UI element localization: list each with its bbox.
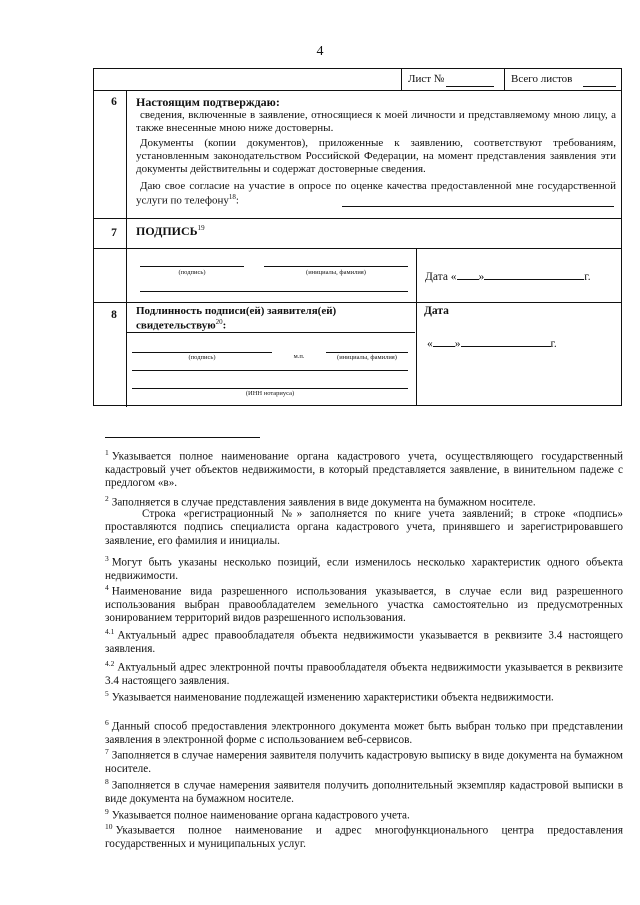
section-8-title: Подлинность подписи(ей) заявителя(ей) свидетельствую$^{20}$: bbox=[136, 305, 337, 332]
footnote-10: $^{10}$ Указывается полное наименование и адрес многофункционального центра предоставления государственных и муниципальных услуг. bbox=[105, 822, 623, 851]
footnote-8: $^8$ Заполняется в случае намерения заявителя получить дополнительный экземпляр кадастровой выписки в виде документа на бумажном носителе. bbox=[105, 777, 623, 806]
notary-inn-caption: (ИНН нотариуса) bbox=[245, 390, 295, 397]
section-6-paragraph-3: Даю свое согласие на участие в опросе по оценке качества предоставленной мне государственной услуги по телефону$^{18}$: bbox=[136, 180, 616, 207]
signature-caption: (подпись) bbox=[178, 269, 206, 276]
total-sheets-label: Всего листов bbox=[511, 73, 573, 85]
section-8-date: « » г. bbox=[427, 338, 557, 350]
footnote-2-continued: Строка «регистрационный №» заполняется по книге учета заявлений; в строке «подпись» проставляются подпись специалиста органа кадастрового учета, принявшего и зарегистрировавшего заявление, его фамилия и инициалы. bbox=[105, 508, 623, 547]
footnote-separator bbox=[105, 437, 260, 438]
stamp-caption: м.п. bbox=[293, 353, 305, 360]
footnote-4-2: $^{4.2}$ Актуальный адрес электронной почты правообладателя объекта недвижимости указывается в реквизите 3.4 настоящего заявления. bbox=[105, 659, 623, 688]
section-6-paragraph-2: Документы (копии документов), приложенные к заявлению, соответствуют требованиям, установленным законодательством Российской Федерации, на момент представления заявления эти документы действительны и содержат достоверные сведения. bbox=[136, 137, 616, 176]
notary-initials-caption: (инициалы, фамилия) bbox=[337, 354, 397, 361]
section-6-number: 6 bbox=[111, 96, 117, 108]
footnote-7: $^7$ Заполняется в случае намерения заявителя получить кадастровую выписку в виде документа на бумажном носителе. bbox=[105, 747, 623, 776]
section-7-title: ПОДПИСЬ$^{19}$ bbox=[136, 224, 205, 238]
sheet-number-label: Лист № bbox=[408, 73, 445, 85]
footnote-6: $^6$ Данный способ предоставления электронного документа может быть выбран только при представлении заявления в электронной форме с использованием веб-сервисов. bbox=[105, 718, 623, 747]
page-number: 4 bbox=[316, 44, 324, 59]
section-6-title: Настоящим подтверждаю: bbox=[136, 95, 280, 109]
notary-signature-caption: (подпись) bbox=[188, 354, 216, 361]
footnote-9: $^9$ Указывается полное наименование органа кадастрового учета. bbox=[105, 807, 410, 822]
footnote-4: $^4$ Наименование вида разрешенного использования указывается, в случае если вид разрешенного использования выбран правообладателем земельного участка самостоятельно из предусмотренных зонированием территорий видов разрешенного использования. bbox=[105, 583, 623, 625]
section-7-date: Дата « » г. bbox=[425, 271, 591, 283]
section-8-number: 8 bbox=[111, 309, 117, 321]
footnote-5: $^5$ Указывается наименование подлежащей изменению характеристики объекта недвижимости. bbox=[105, 689, 554, 704]
section-7-number: 7 bbox=[111, 227, 117, 239]
section-6-paragraph-1: сведения, включенные в заявление, относящиеся к моей личности и представляемому мною лицу, а также внесенные мною ниже достоверны. bbox=[136, 109, 616, 135]
footnote-2: $^2$ Заполняется в случае представления заявления в виде документа на бумажном носителе. bbox=[105, 494, 536, 509]
initials-caption: (инициалы, фамилия) bbox=[306, 269, 366, 276]
section-8-date-title: Дата bbox=[424, 305, 449, 317]
footnote-1: $^1$ Указывается полное наименование органа кадастрового учета, осуществляющего государственный кадастровый учет объектов недвижимости, в который представляется заявление, в винительном падеже с предлогом «в». bbox=[105, 448, 623, 490]
application-form-table bbox=[93, 68, 622, 406]
footnote-3: $^3$ Могут быть указаны несколько позиций, если изменилось несколько характеристик одного объекта недвижимости. bbox=[105, 554, 623, 583]
footnote-4-1: $^{4.1}$ Актуальный адрес правообладателя объекта недвижимости указывается в реквизите 3.4 настоящего заявления. bbox=[105, 627, 623, 656]
